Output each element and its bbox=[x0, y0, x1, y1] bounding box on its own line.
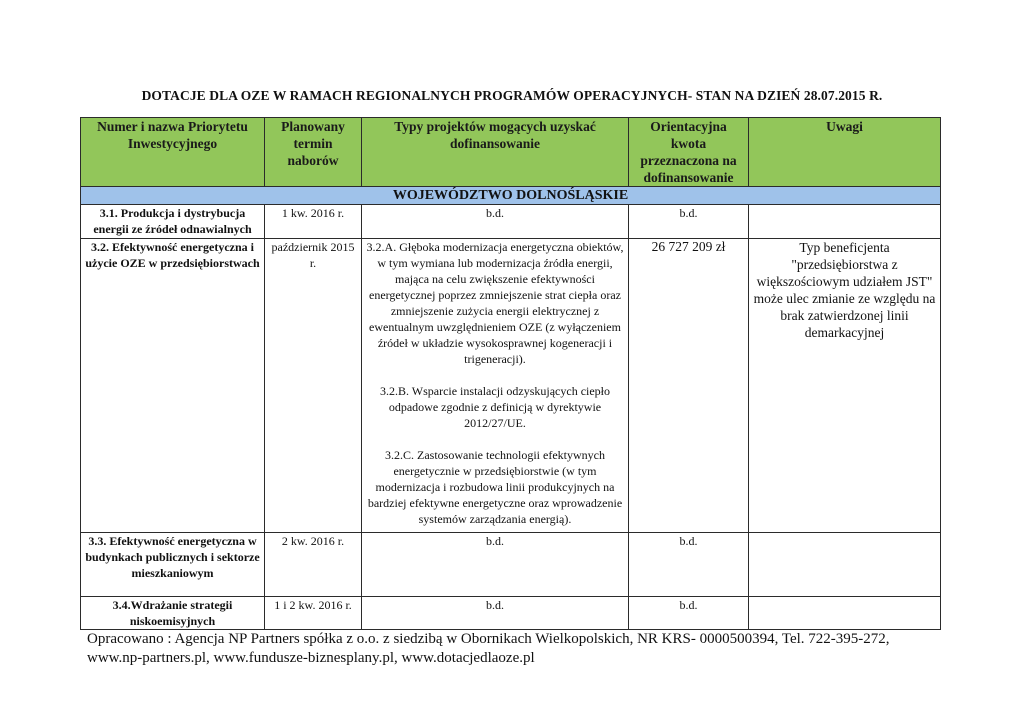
header-priority: Numer i nazwa Priorytetu Inwestycyjnego bbox=[81, 118, 265, 187]
priority-cell: 3.2. Efektywność energetyczna i użycie OZE w przedsiębiorstwach bbox=[81, 239, 265, 533]
amount-cell: b.d. bbox=[629, 597, 749, 630]
footer-credits bbox=[87, 630, 987, 668]
footer-line-websites: www.np-partners.pl, www.fundusze-biznesplany.pl, www.dotacjedlaoze.pl bbox=[87, 650, 535, 666]
table-row bbox=[81, 205, 941, 239]
spacer bbox=[364, 431, 626, 447]
term-cell: 1 kw. 2016 r. bbox=[265, 205, 362, 239]
term-cell: 1 i 2 kw. 2016 r. bbox=[265, 597, 362, 630]
priority-cell: 3.1. Produkcja i dystrybucja energii ze źródeł odnawialnych bbox=[81, 205, 265, 239]
notes-cell bbox=[749, 597, 941, 630]
grants-table bbox=[80, 117, 941, 630]
region-row bbox=[81, 187, 941, 205]
types-cell: b.d. bbox=[362, 205, 629, 239]
term-cell: październik 2015 r. bbox=[265, 239, 362, 533]
amount-cell: 26 727 209 zł bbox=[629, 239, 749, 533]
header-amount: Orientacyjna kwota przeznaczona na dofinansowanie bbox=[629, 118, 749, 187]
project-type-a: 3.2.A. Głęboka modernizacja energetyczna obiektów, w tym wymiana lub modernizacja źródła energii, mająca na celu zwiększenie efektywności energetycznej poprzez zmniejszenie strat ciepła oraz zmniejszenie zużycia energii elektrycznej z ewentualnym uwzględnieniem OZE (z wyłączeniem źródeł w układzie wysokosprawnej kogeneracji i trigeneracji). bbox=[366, 240, 624, 366]
page-title: DOTACJE DLA OZE W RAMACH REGIONALNYCH PROGRAMÓW OPERACYJNYCH- STAN NA DZIEŃ 28.07.2015 R. bbox=[141, 88, 883, 103]
amount-cell: b.d. bbox=[629, 205, 749, 239]
project-type-b: 3.2.B. Wsparcie instalacji odzyskujących ciepło odpadowe zgodnie z definicją w dyrektywie 2012/27/UE. bbox=[379, 384, 611, 430]
region-label: WOJEWÓDZTWO DOLNOŚLĄSKIE bbox=[81, 187, 941, 205]
notes-cell bbox=[749, 533, 941, 597]
header-project-types: Typy projektów mogących uzyskać dofinansowanie bbox=[362, 118, 629, 187]
notes-cell: Typ beneficjenta "przedsiębiorstwa z większościowym udziałem JST" może ulec zmianie ze względu na brak zatwierdzonej linii demarkacyjnej bbox=[749, 239, 941, 533]
project-type-c: 3.2.C. Zastosowanie technologii efektywnych energetycznie w przedsiębiorstwie (w tym modernizacja i rozbudowa linii produkcyjnych na bardziej efektywne energetyczne oraz wprowadzenie systemów zarządzania energią). bbox=[367, 448, 623, 526]
notes-cell bbox=[749, 205, 941, 239]
header-term: Planowany termin naborów bbox=[265, 118, 362, 187]
types-cell: b.d. bbox=[362, 533, 629, 597]
types-cell: b.d. bbox=[362, 597, 629, 630]
amount-cell: b.d. bbox=[629, 533, 749, 597]
table-row bbox=[81, 533, 941, 597]
table-header-row bbox=[81, 118, 941, 187]
priority-cell: 3.4.Wdrażanie strategii niskoemisyjnych bbox=[81, 597, 265, 630]
types-cell bbox=[362, 239, 629, 533]
priority-cell: 3.3. Efektywność energetyczna w budynkach publicznych i sektorze mieszkaniowym bbox=[81, 533, 265, 597]
header-notes: Uwagi bbox=[749, 118, 941, 187]
term-cell: 2 kw. 2016 r. bbox=[265, 533, 362, 597]
footer-line-company: Opracowano : Agencja NP Partners spółka z o.o. z siedzibą w Obornikach Wielkopolskich, NR KRS- 0000500394, Tel. 722-395-272, bbox=[87, 631, 890, 647]
table-row bbox=[81, 597, 941, 630]
spacer bbox=[364, 367, 626, 383]
table-row bbox=[81, 239, 941, 533]
